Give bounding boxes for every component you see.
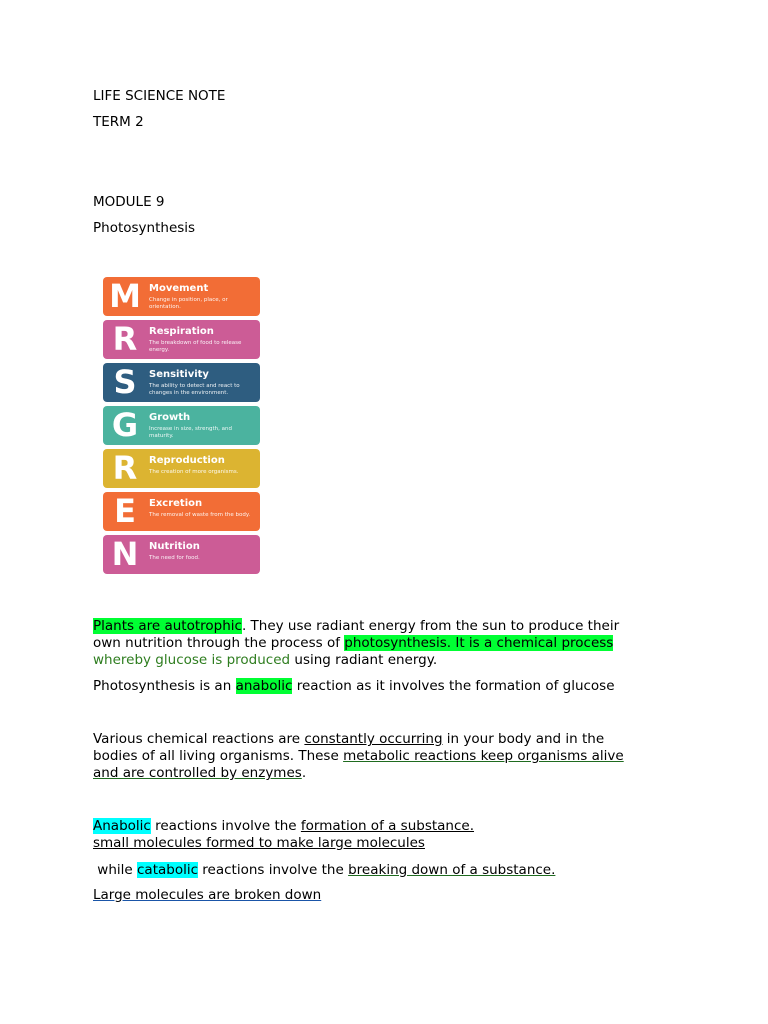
text: using radiant energy. xyxy=(290,652,438,668)
text: own nutrition through the process of xyxy=(93,635,345,651)
text: Photosynthesis is an xyxy=(93,678,236,694)
topic-label: Photosynthesis xyxy=(93,220,196,236)
mrs-gren-card-excretion xyxy=(103,492,260,531)
underline-large-molecules: Large molecules are broken down xyxy=(93,887,322,903)
underline-small-molecules: small molecules formed to make large molecules xyxy=(93,835,425,851)
card-letter: S xyxy=(113,363,137,401)
highlight-anabolic-cyan: Anabolic xyxy=(93,818,151,834)
underline-constantly-occurring: constantly occurring xyxy=(304,731,443,747)
underline-enzymes: and are controlled by enzymes xyxy=(93,765,302,781)
underline-metabolic-reactions: metabolic reactions keep organisms alive xyxy=(343,748,624,764)
mrs-gren-card-reproduction xyxy=(103,449,260,488)
para-anabolic-reactions-line2 xyxy=(93,835,425,852)
card-description: The creation of more organisms. xyxy=(149,469,239,475)
card-title: Nutrition xyxy=(149,541,200,552)
mrs-gren-card-growth xyxy=(103,406,260,445)
card-description: Increase in size, strength, and maturity. xyxy=(149,426,232,439)
mrs-gren-card-movement xyxy=(103,277,260,316)
text: bodies of all living organisms. These xyxy=(93,748,344,764)
card-description: The ability to detect and react to changes in the environment. xyxy=(149,383,240,396)
mrs-gren-card-respiration xyxy=(103,320,260,359)
para-catabolic-line1 xyxy=(93,862,555,879)
card-letter: R xyxy=(112,320,138,358)
para-autotrophic-line3 xyxy=(93,652,437,669)
mrs-gren-card-sensitivity xyxy=(103,363,260,402)
para-autotrophic-line2 xyxy=(93,635,613,652)
para-metabolic-line1 xyxy=(93,731,604,748)
underline-breaking-down: breaking down of a substance. xyxy=(348,862,556,878)
para-anabolic-reactions-line1 xyxy=(93,818,474,835)
text: reactions involve the xyxy=(198,862,349,878)
card-title: Respiration xyxy=(149,326,214,337)
para-metabolic-line2 xyxy=(93,748,624,765)
term-label: TERM 2 xyxy=(93,114,144,130)
card-letter: N xyxy=(111,535,139,573)
card-description: The need for food. xyxy=(149,555,200,561)
text: . xyxy=(301,765,307,781)
module-label: MODULE 9 xyxy=(93,194,165,210)
card-description: The removal of waste from the body. xyxy=(149,512,251,518)
text: Various chemical reactions are xyxy=(93,731,305,747)
card-letter: G xyxy=(111,406,139,444)
para-catabolic-line2 xyxy=(93,887,321,904)
card-letter: E xyxy=(114,492,136,530)
para-anabolic-definition xyxy=(93,678,615,695)
mrs-gren-card-nutrition xyxy=(103,535,260,574)
text: while xyxy=(93,862,137,878)
card-letter: M xyxy=(109,277,141,315)
highlight-anabolic: anabolic xyxy=(235,678,293,694)
card-description: Change in position, place, or orientation. xyxy=(149,297,228,310)
card-title: Movement xyxy=(149,283,209,294)
card-title: Excretion xyxy=(149,498,203,509)
card-title: Growth xyxy=(149,412,191,423)
para-autotrophic-line1 xyxy=(93,618,619,635)
para-metabolic-line3 xyxy=(93,765,306,782)
card-title: Reproduction xyxy=(149,455,225,466)
text: in your body and in the xyxy=(442,731,605,747)
underline-formation: formation of a substance. xyxy=(300,818,475,834)
card-letter: R xyxy=(112,449,138,487)
highlight-photosynthesis: photosynthesis. It is a chemical process xyxy=(344,635,614,651)
doc-title: LIFE SCIENCE NOTE xyxy=(93,88,226,104)
highlight-autotrophic: Plants are autotrophic xyxy=(93,618,242,634)
text: reaction as it involves the formation of glucose xyxy=(292,678,615,694)
green-text-glucose: whereby glucose is produced xyxy=(93,652,291,668)
card-description: The breakdown of food to release energy. xyxy=(149,340,242,353)
text: reactions involve the xyxy=(150,818,301,834)
card-title: Sensitivity xyxy=(149,369,209,380)
highlight-catabolic: catabolic xyxy=(137,862,199,878)
mrs-gren-graphic xyxy=(103,277,260,578)
text: . They use radiant energy from the sun to produce their xyxy=(241,618,620,634)
